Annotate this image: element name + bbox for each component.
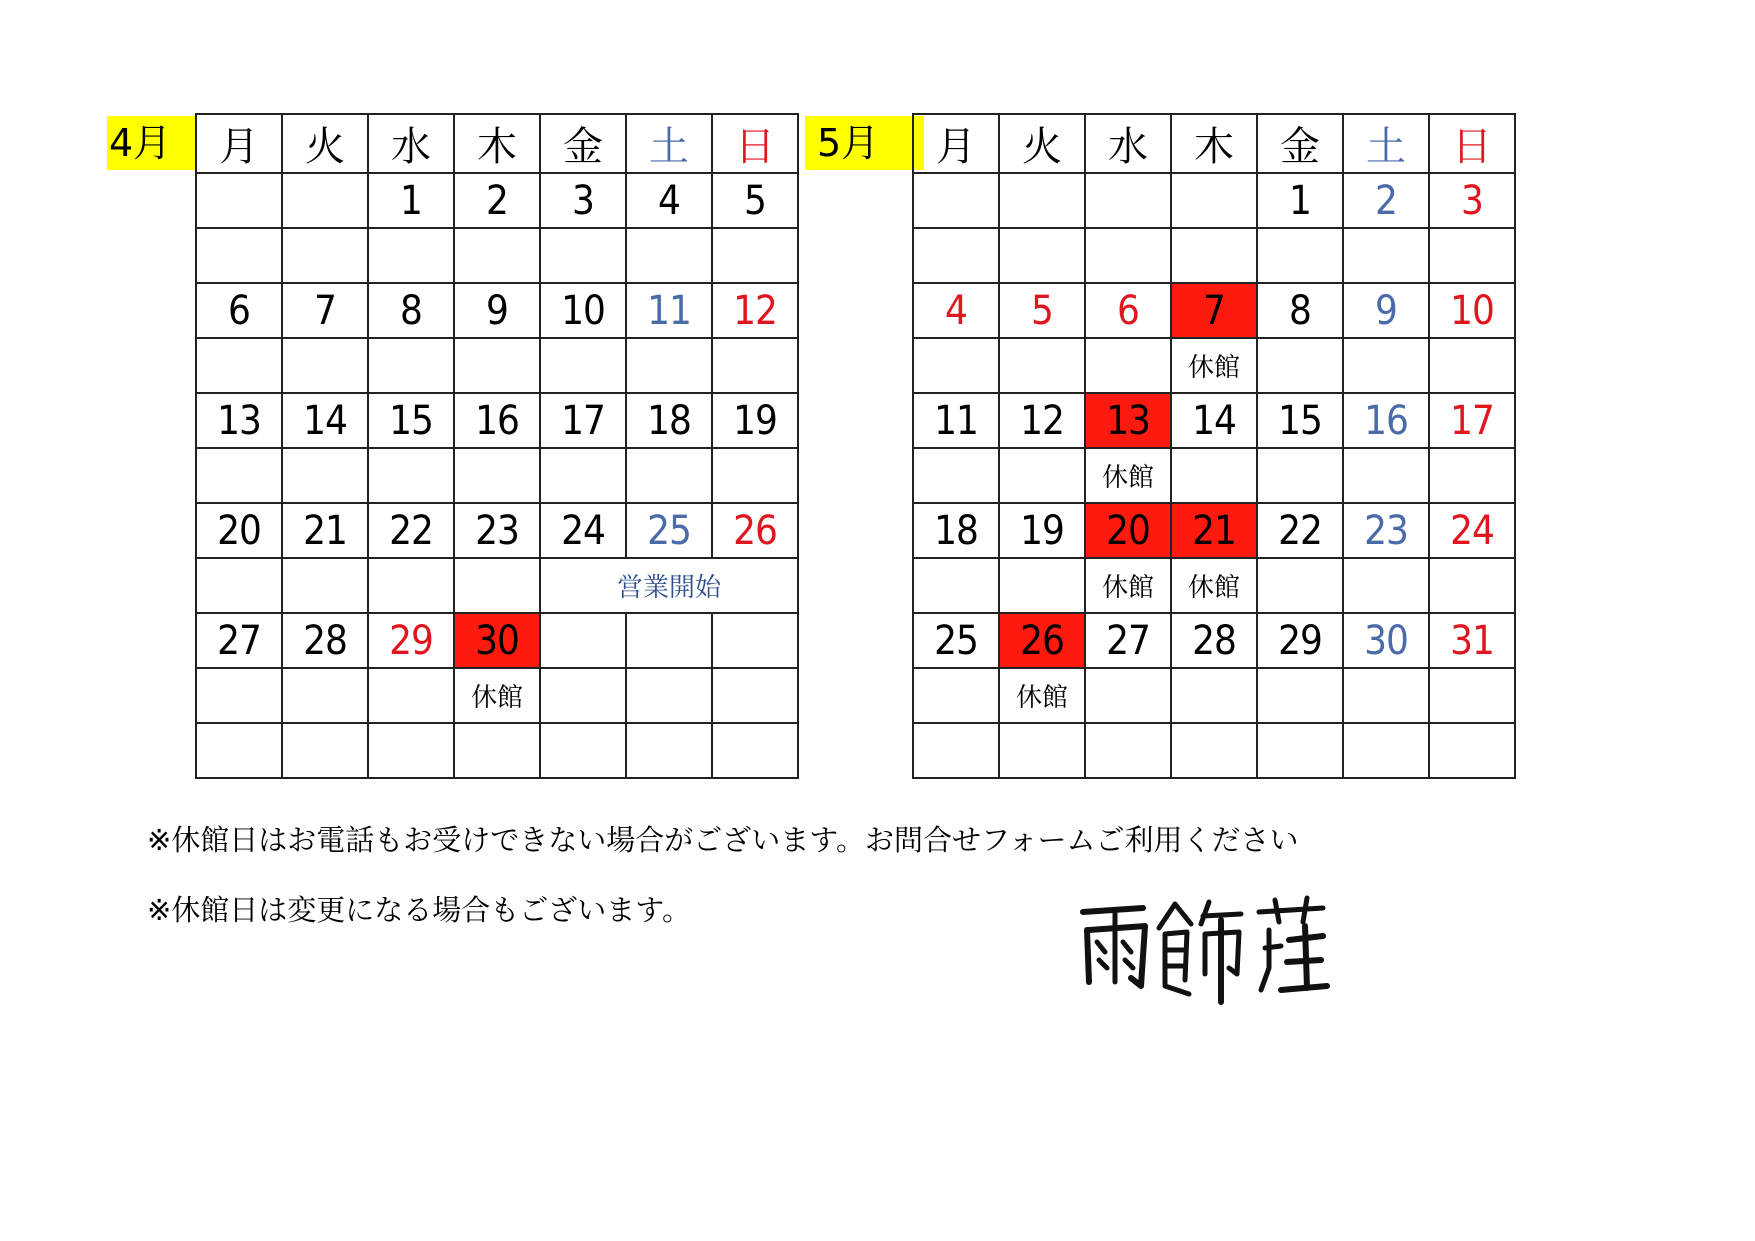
note-cell <box>196 668 282 723</box>
note-cell <box>1257 558 1343 613</box>
note-cell <box>368 228 454 283</box>
day-cell: 1 <box>368 173 454 228</box>
note-cell <box>1343 668 1429 723</box>
day-cell: 22 <box>368 503 454 558</box>
closed-note: 休館 <box>1085 558 1171 613</box>
closed-note: 休館 <box>1085 448 1171 503</box>
note-cell <box>1085 668 1171 723</box>
closed-note: 休館 <box>454 668 540 723</box>
weekday-header: 火 <box>282 114 368 173</box>
opening-note: 営業開始 <box>540 558 798 613</box>
empty-cell <box>913 723 999 778</box>
empty-cell <box>999 723 1085 778</box>
day-cell-saturday: 23 <box>1343 503 1429 558</box>
empty-cell <box>454 723 540 778</box>
note-cell <box>626 228 712 283</box>
empty-cell <box>282 723 368 778</box>
day-cell-closed: 7 <box>1171 283 1257 338</box>
note-cell <box>540 338 626 393</box>
closed-day-phone-notice: ※休館日はお電話もお受けできない場合がございます。お問合せフォームご利用ください <box>147 823 1299 857</box>
note-cell <box>196 448 282 503</box>
day-cell <box>913 173 999 228</box>
note-cell <box>913 338 999 393</box>
weekday-header-saturday: 土 <box>626 114 712 173</box>
day-cell: 21 <box>282 503 368 558</box>
empty-cell <box>712 723 798 778</box>
note-cell <box>712 228 798 283</box>
empty-cell <box>1343 723 1429 778</box>
note-cell <box>1257 228 1343 283</box>
day-cell-sunday: 26 <box>712 503 798 558</box>
day-cell-saturday: 30 <box>1343 613 1429 668</box>
note-cell <box>999 448 1085 503</box>
day-cell: 4 <box>626 173 712 228</box>
note-cell <box>1257 668 1343 723</box>
closed-day-change-notice: ※休館日は変更になる場合もございます。 <box>147 893 691 927</box>
weekday-header: 月 <box>913 114 999 173</box>
weekday-header: 金 <box>540 114 626 173</box>
empty-cell <box>368 723 454 778</box>
note-cell <box>196 558 282 613</box>
day-cell <box>999 173 1085 228</box>
note-cell <box>1085 338 1171 393</box>
note-cell <box>282 668 368 723</box>
may-calendar <box>912 113 1516 779</box>
note-cell <box>913 228 999 283</box>
day-cell-holiday: 5 <box>999 283 1085 338</box>
note-cell <box>1343 338 1429 393</box>
closed-note: 休館 <box>999 668 1085 723</box>
note-cell <box>626 338 712 393</box>
day-cell: 28 <box>1171 613 1257 668</box>
day-cell-saturday: 9 <box>1343 283 1429 338</box>
note-cell <box>282 338 368 393</box>
day-cell-closed: 21 <box>1171 503 1257 558</box>
day-cell: 10 <box>540 283 626 338</box>
weekday-header-sunday: 日 <box>712 114 798 173</box>
note-cell <box>1343 558 1429 613</box>
empty-cell <box>196 723 282 778</box>
note-cell <box>1085 228 1171 283</box>
note-cell <box>712 448 798 503</box>
day-cell: 27 <box>196 613 282 668</box>
day-cell <box>1171 173 1257 228</box>
closed-note: 休館 <box>1171 338 1257 393</box>
day-cell: 18 <box>626 393 712 448</box>
day-cell-sunday: 31 <box>1429 613 1515 668</box>
note-cell <box>999 558 1085 613</box>
note-cell <box>712 668 798 723</box>
day-cell-closed: 30 <box>454 613 540 668</box>
day-cell: 5 <box>712 173 798 228</box>
day-cell-saturday: 16 <box>1343 393 1429 448</box>
day-cell: 7 <box>282 283 368 338</box>
note-cell <box>454 338 540 393</box>
signature-logo <box>1075 890 1335 1010</box>
day-cell: 3 <box>540 173 626 228</box>
day-cell-sunday: 17 <box>1429 393 1515 448</box>
april-month-label: 4月 <box>107 116 197 170</box>
day-cell-sunday: 12 <box>712 283 798 338</box>
day-cell: 22 <box>1257 503 1343 558</box>
note-cell <box>368 558 454 613</box>
day-cell: 15 <box>1257 393 1343 448</box>
note-cell <box>913 668 999 723</box>
empty-cell <box>1429 723 1515 778</box>
note-cell <box>282 448 368 503</box>
note-cell <box>454 558 540 613</box>
weekday-header-saturday: 土 <box>1343 114 1429 173</box>
weekday-header: 木 <box>454 114 540 173</box>
day-cell-closed: 13 <box>1085 393 1171 448</box>
day-cell: 23 <box>454 503 540 558</box>
note-cell <box>540 668 626 723</box>
day-cell: 28 <box>282 613 368 668</box>
weekday-header: 金 <box>1257 114 1343 173</box>
day-cell: 12 <box>999 393 1085 448</box>
note-cell <box>454 228 540 283</box>
day-cell: 8 <box>368 283 454 338</box>
day-cell-holiday: 6 <box>1085 283 1171 338</box>
day-cell: 16 <box>454 393 540 448</box>
note-cell <box>1171 668 1257 723</box>
day-cell <box>1085 173 1171 228</box>
day-cell: 25 <box>913 613 999 668</box>
note-cell <box>1429 448 1515 503</box>
note-cell <box>1257 338 1343 393</box>
day-cell-holiday: 29 <box>368 613 454 668</box>
note-cell <box>368 668 454 723</box>
note-cell <box>540 448 626 503</box>
day-cell <box>712 613 798 668</box>
empty-cell <box>1085 723 1171 778</box>
may-month-label: 5月 <box>805 116 924 170</box>
day-cell-sunday: 3 <box>1429 173 1515 228</box>
note-cell <box>626 448 712 503</box>
note-cell <box>1343 228 1429 283</box>
day-cell-closed: 20 <box>1085 503 1171 558</box>
note-cell <box>454 448 540 503</box>
empty-cell <box>1257 723 1343 778</box>
note-cell <box>1171 448 1257 503</box>
day-cell: 9 <box>454 283 540 338</box>
day-cell: 27 <box>1085 613 1171 668</box>
weekday-header: 水 <box>1085 114 1171 173</box>
weekday-header-sunday: 日 <box>1429 114 1515 173</box>
note-cell <box>1429 338 1515 393</box>
note-cell <box>1429 228 1515 283</box>
note-cell <box>1257 448 1343 503</box>
day-cell <box>282 173 368 228</box>
day-cell: 17 <box>540 393 626 448</box>
day-cell-saturday: 25 <box>626 503 712 558</box>
note-cell <box>913 558 999 613</box>
note-cell <box>368 338 454 393</box>
weekday-header: 木 <box>1171 114 1257 173</box>
note-cell <box>999 228 1085 283</box>
day-cell: 14 <box>1171 393 1257 448</box>
closed-note: 休館 <box>1171 558 1257 613</box>
day-cell: 1 <box>1257 173 1343 228</box>
note-cell <box>196 228 282 283</box>
day-cell: 8 <box>1257 283 1343 338</box>
april-calendar <box>195 113 799 779</box>
day-cell <box>626 613 712 668</box>
empty-cell <box>626 723 712 778</box>
day-cell-saturday: 2 <box>1343 173 1429 228</box>
day-cell: 24 <box>540 503 626 558</box>
day-cell-sunday: 24 <box>1429 503 1515 558</box>
day-cell <box>196 173 282 228</box>
note-cell <box>196 338 282 393</box>
empty-cell <box>1171 723 1257 778</box>
empty-cell <box>540 723 626 778</box>
note-cell <box>282 558 368 613</box>
weekday-header: 水 <box>368 114 454 173</box>
day-cell-closed: 26 <box>999 613 1085 668</box>
day-cell: 18 <box>913 503 999 558</box>
note-cell <box>282 228 368 283</box>
day-cell <box>540 613 626 668</box>
note-cell <box>999 338 1085 393</box>
day-cell: 11 <box>913 393 999 448</box>
day-cell: 13 <box>196 393 282 448</box>
note-cell <box>1429 558 1515 613</box>
weekday-header: 火 <box>999 114 1085 173</box>
day-cell-holiday: 4 <box>913 283 999 338</box>
day-cell: 6 <box>196 283 282 338</box>
day-cell: 14 <box>282 393 368 448</box>
day-cell-saturday: 11 <box>626 283 712 338</box>
note-cell <box>368 448 454 503</box>
weekday-header: 月 <box>196 114 282 173</box>
note-cell <box>1171 228 1257 283</box>
day-cell: 2 <box>454 173 540 228</box>
note-cell <box>626 668 712 723</box>
note-cell <box>1343 448 1429 503</box>
day-cell: 29 <box>1257 613 1343 668</box>
note-cell <box>712 338 798 393</box>
day-cell: 19 <box>999 503 1085 558</box>
note-cell <box>1429 668 1515 723</box>
day-cell: 19 <box>712 393 798 448</box>
day-cell-sunday: 10 <box>1429 283 1515 338</box>
note-cell <box>913 448 999 503</box>
day-cell: 15 <box>368 393 454 448</box>
note-cell <box>540 228 626 283</box>
day-cell: 20 <box>196 503 282 558</box>
